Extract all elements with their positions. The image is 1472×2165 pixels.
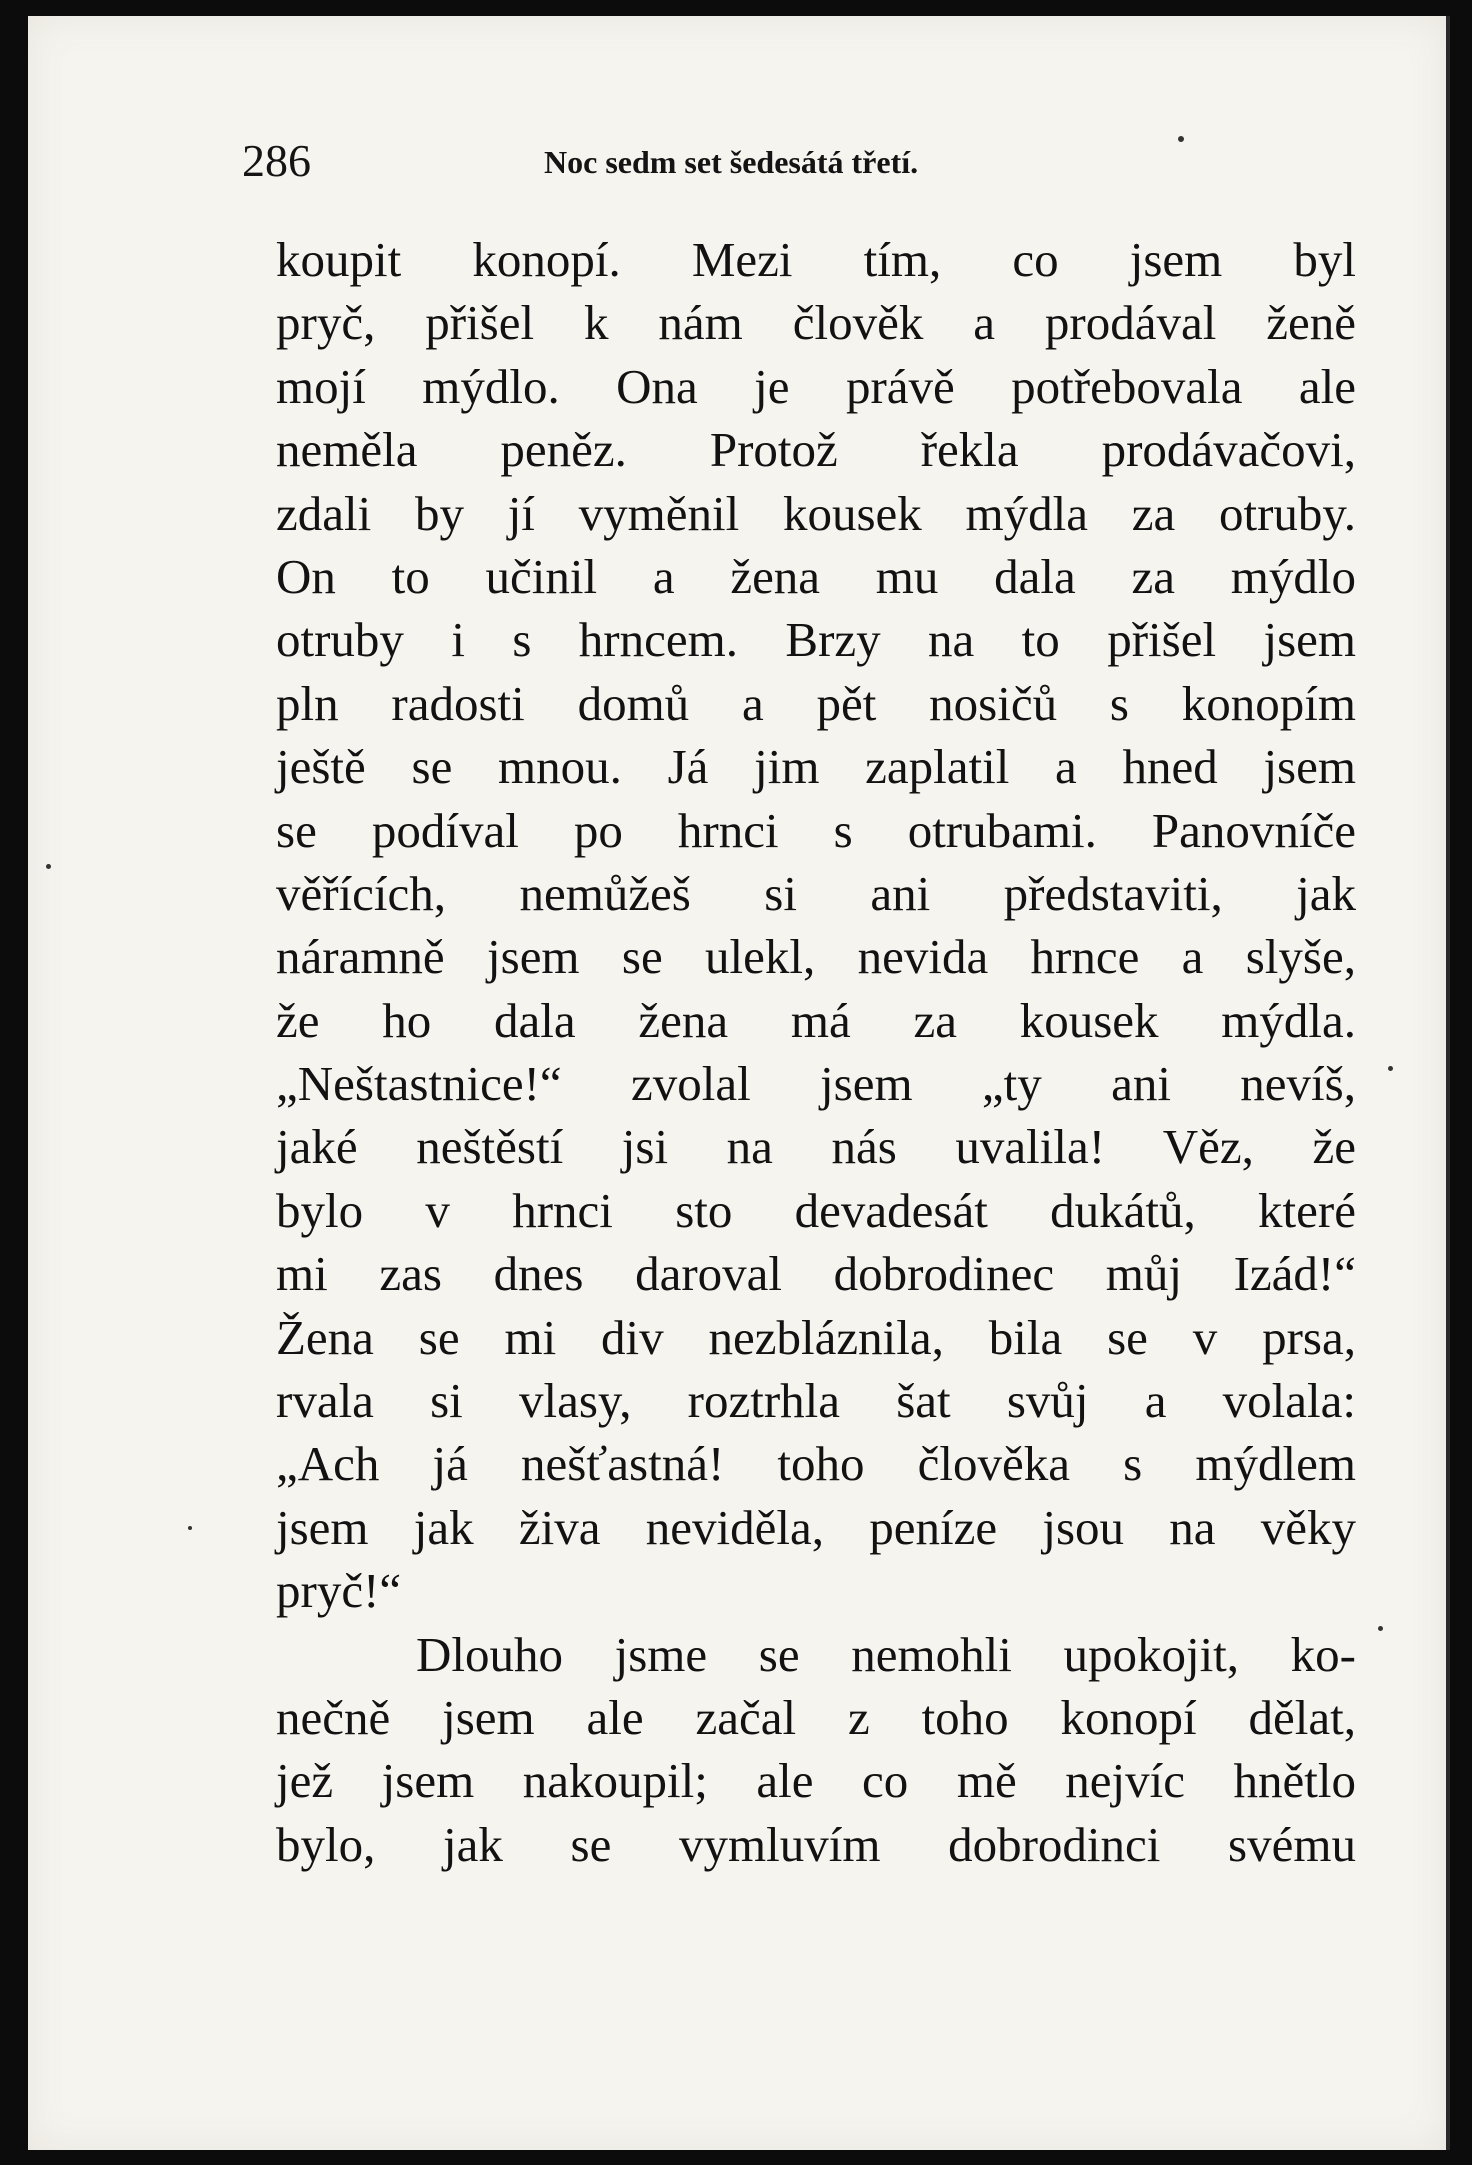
running-title: Noc sedm set šedesátá třetí. [544,144,919,180]
text-line: mojí mýdlo. Ona je právě potřebovala ale [276,358,1356,414]
page-number: 286 [242,135,311,186]
text-line: neměla peněz. Protož řekla prodávačovi, [276,422,1356,478]
text-line: pryč, přišel k nám člověk a prodával ženě [276,295,1356,351]
text-line: nečně jsem ale začal z toho konopí dělat, [276,1689,1356,1745]
text-line: jsem jak živa neviděla, peníze jsou na věky [276,1499,1356,1555]
text-line: Žena se mi div nezbláznila, bila se v prsa, [276,1309,1356,1365]
print-speck [46,864,51,869]
text-line: jaké neštěstí jsi na nás uvalila! Věz, že [276,1119,1356,1175]
text-line: že ho dala žena má za kousek mýdla. [276,992,1356,1048]
print-speck [188,1526,192,1530]
text-line: koupit konopí. Mezi tím, co jsem byl [276,232,1356,287]
text-line: pln radosti domů a pět nosičů s konopím [276,675,1356,731]
text-line: ještě se mnou. Já jim zaplatil a hned jsem [276,739,1356,795]
body-text [276,228,1356,1876]
page-header [242,131,1222,191]
text-line: On to učinil a žena mu dala za mýdlo [276,548,1356,604]
text-line: rvala si vlasy, roztrhla šat svůj a volala: [276,1373,1356,1429]
text-line: zdali by jí vyměnil kousek mýdla za otruby. [276,485,1356,541]
text-line: jež jsem nakoupil; ale co mě nejvíc hnětlo [276,1753,1356,1809]
text-line: mi zas dnes daroval dobrodinec můj Izád!“ [276,1246,1356,1302]
scan-border [1450,0,1472,2165]
text-line: se podíval po hrnci s otrubami. Panovníče [276,802,1356,858]
text-line: náramně jsem se ulekl, nevida hrnce a slyše, [276,929,1356,985]
text-line: „Ach já nešťastná! toho člověka s mýdlem [276,1436,1356,1492]
text-line: bylo, jak se vymluvím dobrodinci svému [276,1816,1356,1872]
text-line: otruby i s hrncem. Brzy na to přišel jsem [276,612,1356,668]
print-speck [1388,1066,1393,1071]
book-page [28,16,1450,2150]
text-line: bylo v hrnci sto devadesát dukátů, které [276,1182,1356,1238]
print-speck [1378,1626,1383,1631]
print-speck [1178,136,1184,142]
text-line: pryč!“ [276,1563,402,1619]
text-line: Dlouho jsme se nemohli upokojit, ko- [416,1626,1356,1682]
text-line: „Neštastnice!“ zvolal jsem „ty ani nevíš, [276,1056,1356,1112]
text-line: věřících, nemůžeš si ani představiti, jak [276,865,1356,921]
